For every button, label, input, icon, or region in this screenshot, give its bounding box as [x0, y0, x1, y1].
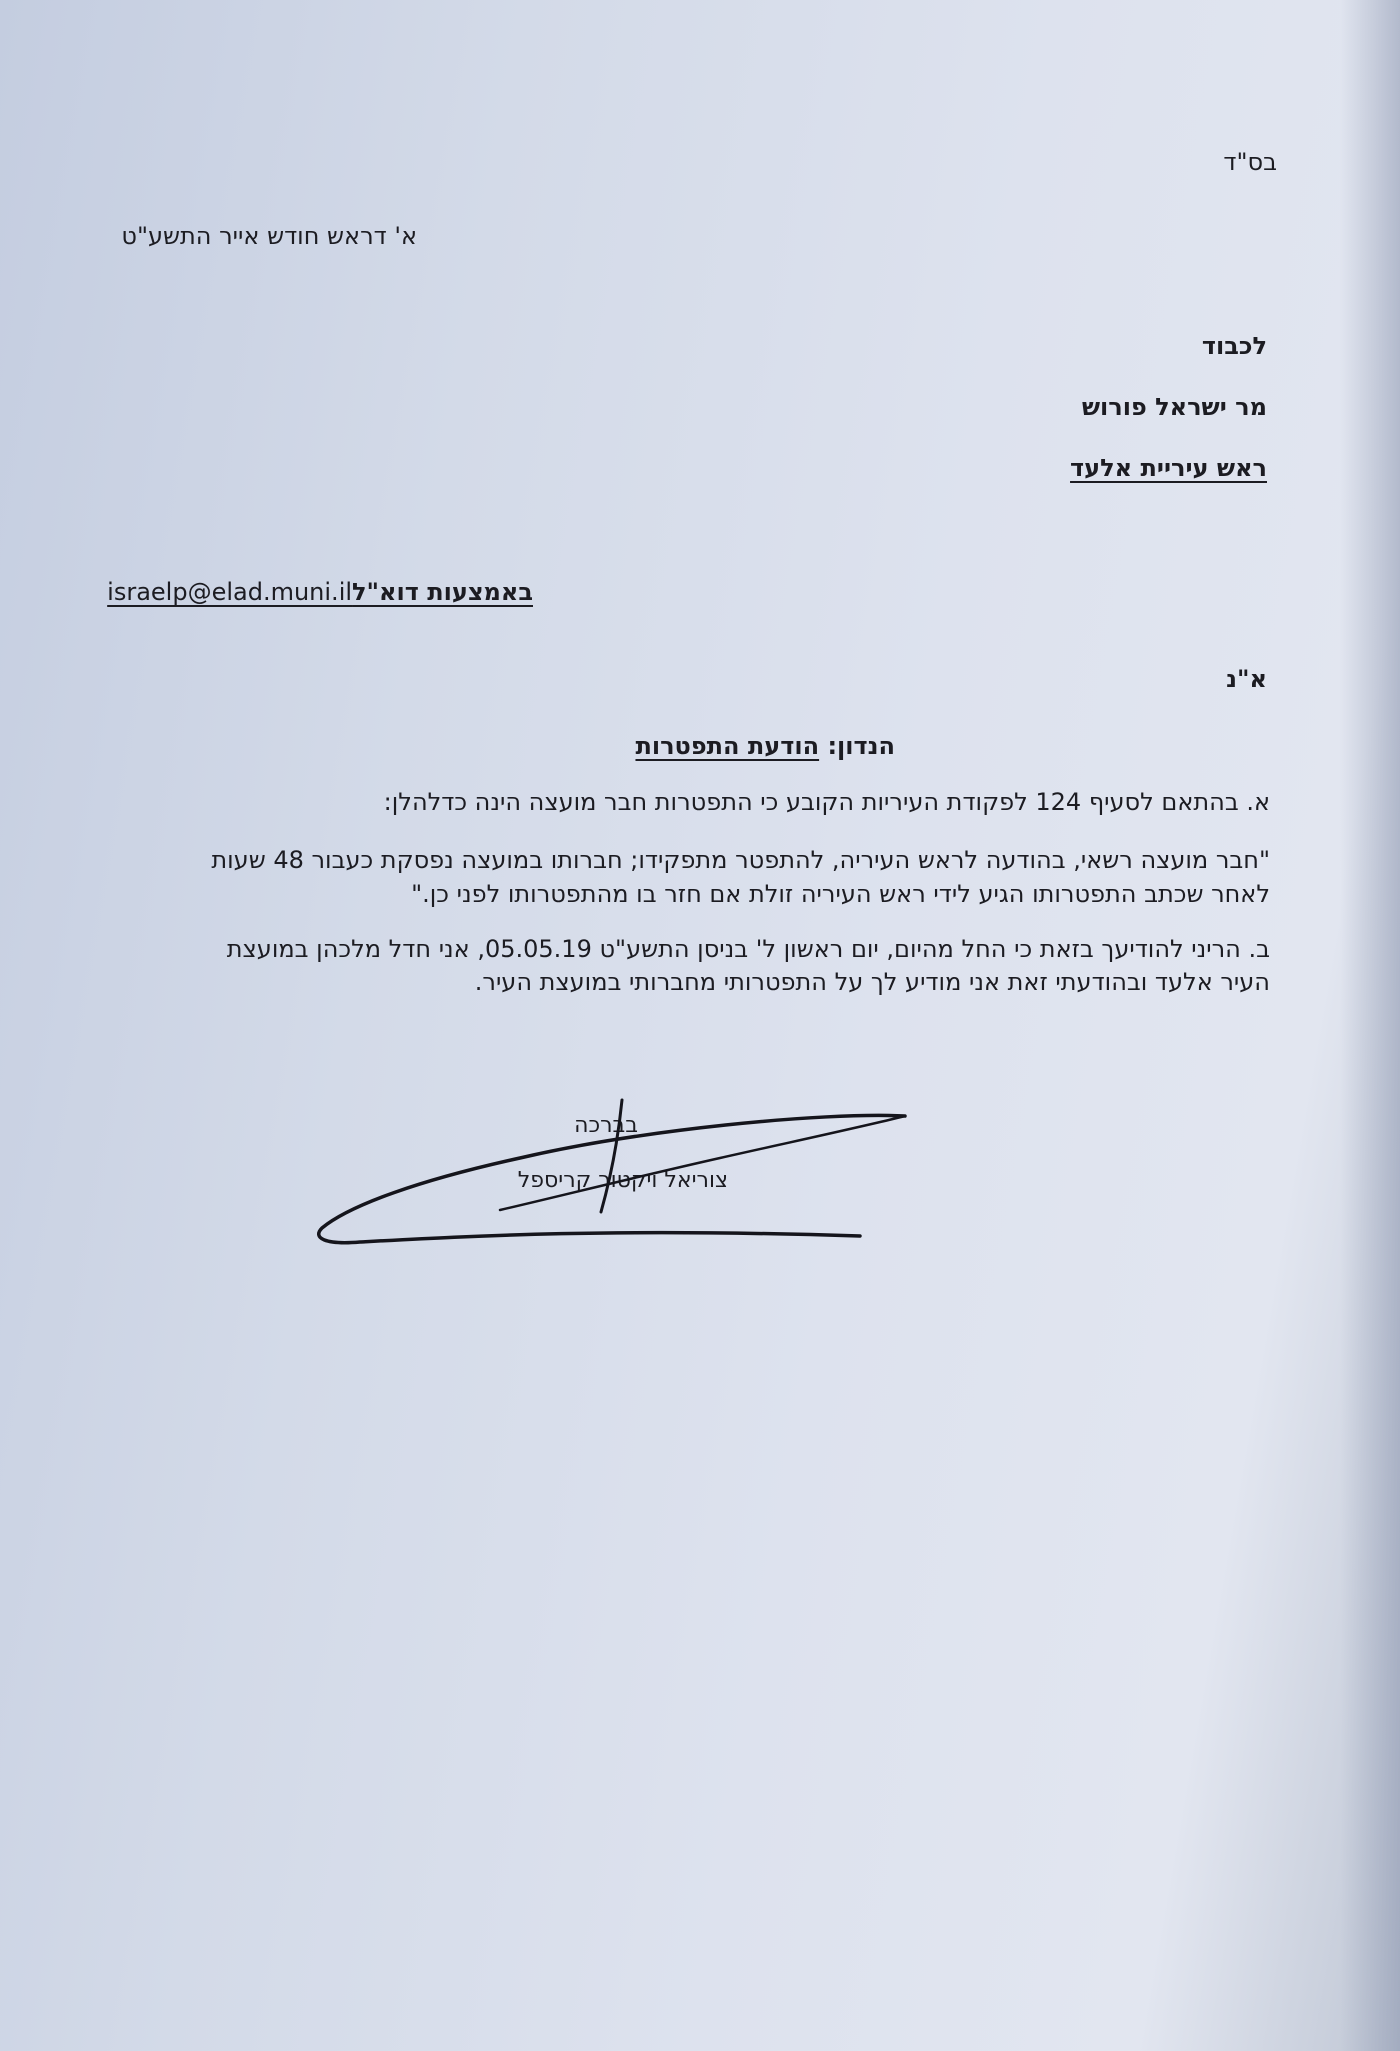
paragraph-b-line-1: ב. הריני להודיעך בזאת כי החל מהיום, יום ראשון ל' בניסן התשע"ט 05.05.19, אני חדל מלכהן במועצת [226, 935, 1270, 963]
to-label: לכבוד [1201, 332, 1267, 360]
paragraph-a: א. בהתאם לסעיף 124 לפקודת העיריות הקובע כי התפטרות חבר מועצה הינה כדלהלן: [383, 788, 1270, 816]
bsd-header: בס"ד [1223, 148, 1277, 176]
subject-text: הודעת התפטרות [635, 732, 820, 760]
recipient-name: מר ישראל פורוש [1081, 393, 1267, 421]
recipient-email: israelp@elad.muni.il [107, 578, 353, 606]
quote-line-1: "חבר מועצה רשאי, בהודעה לראש העיריה, להתפטר מתפקידו; חברותו במועצה נפסקת כעבור 48 שעות [211, 846, 1270, 874]
greeting: א"נ [1226, 665, 1267, 693]
hebrew-date: א' דראש חודש אייר התשע"ט [121, 222, 417, 250]
paragraph-b-line-2: העיר אלעד ובהודעתי זאת אני מודיע לך על התפטרותי מחברותי במועצת העיר. [474, 968, 1270, 996]
page-edge-shadow [1340, 0, 1400, 2051]
subject-label: הנדון: [827, 732, 895, 760]
via-email-label: באמצעות דוא"ל [352, 578, 533, 606]
signer-name: צוריאל ויקטור קריספל [517, 1168, 728, 1193]
recipient-title: ראש עיריית אלעד [1070, 454, 1267, 482]
quote-line-2: לאחר שכתב התפטרותו הגיע לידי ראש העיריה זולת אם חזר בו מהתפטרותו לפני כן." [411, 880, 1270, 908]
via-email-line [107, 578, 533, 606]
closing: בברכה [574, 1113, 638, 1138]
subject-line [635, 732, 895, 760]
